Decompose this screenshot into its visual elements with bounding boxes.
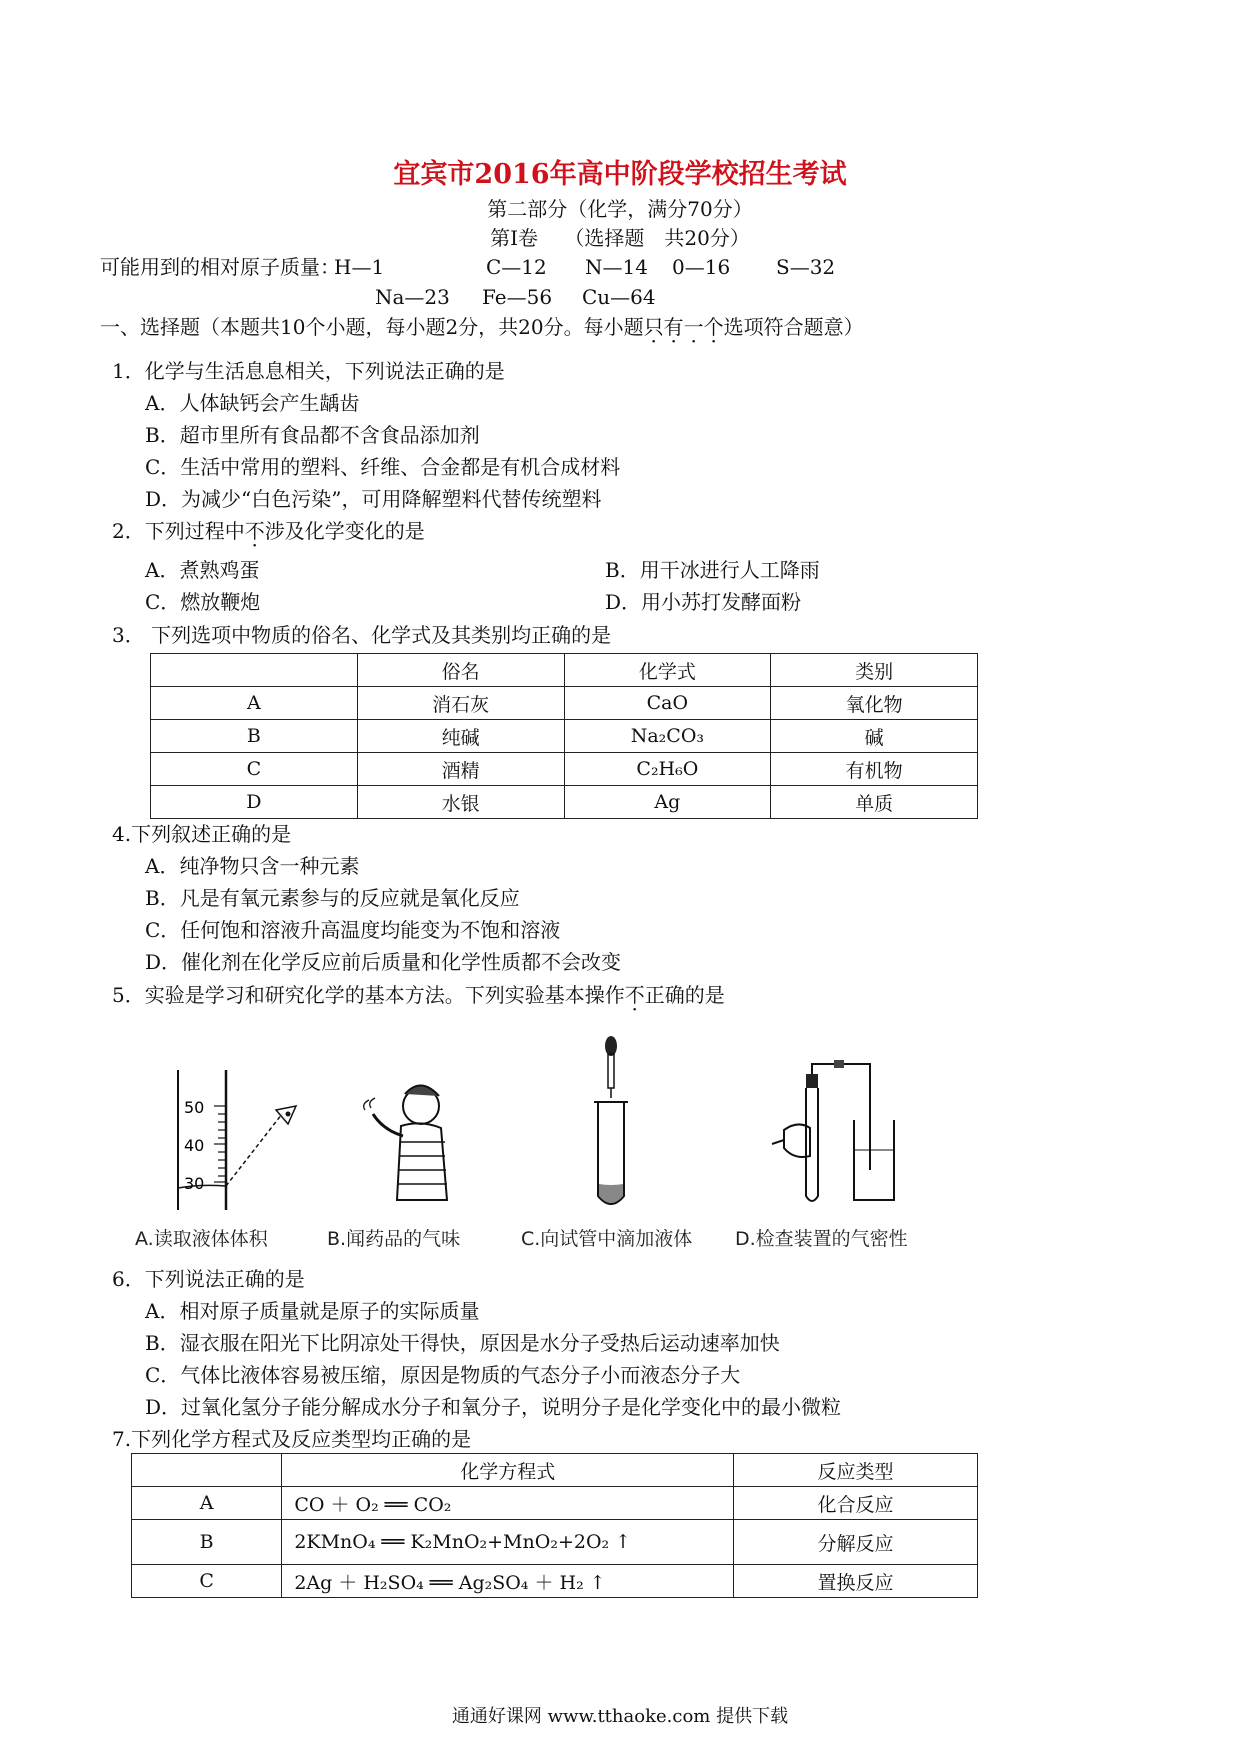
volume-heading: 第Ⅰ卷 （选择题 共20分） [490,226,750,250]
q6-option-a: A．相对原子质量就是原子的实际质量 [145,1299,480,1323]
figure-caption-c: C.向试管中滴加液体 [521,1228,693,1250]
q2-stem: 2．下列过程中不涉及化学变化的是 [112,519,425,543]
atomic-mass-o: 0—16 [672,255,731,279]
measuring-cylinder-figure [170,1070,310,1210]
q2-option-b: B．用干冰进行人工降雨 [605,558,820,582]
q4-option-b: B．凡是有氧元素参与的反应就是氧化反应 [145,886,520,910]
airtightness-check-figure [770,1060,910,1210]
table-row: C 2Ag ＋ H₂SO₄ ══ Ag₂SO₄ ＋ H₂ ↑ 置换反应 [132,1565,978,1598]
q1-option-a: A．人体缺钙会产生龋齿 [145,391,360,415]
q4-option-c: C．任何饱和溶液升高温度均能变为不饱和溶液 [145,918,561,942]
q7-table [131,1453,978,1598]
q6-option-c: C．气体比液体容易被压缩，原因是物质的气态分子小而液态分子大 [145,1363,741,1387]
figure-caption-a: A.读取液体体积 [135,1228,268,1250]
q6-option-b: B．湿衣服在阳光下比阴凉处干得快，原因是水分子受热后运动速率加快 [145,1331,780,1355]
table-row: D 水银 Ag 单质 [151,786,978,819]
atomic-mass-h: H—1 [334,255,385,279]
table-row: C 酒精 C₂H₆O 有机物 [151,753,978,786]
atomic-mass-fe: Fe—56 [482,285,553,309]
atomic-mass-n: N—14 [585,255,648,279]
atomic-mass-s: S—32 [776,255,836,279]
q2-option-a: A．煮熟鸡蛋 [145,558,260,582]
q5-stem: 5．实验是学习和研究化学的基本方法。下列实验基本操作不正确的是 [112,983,725,1007]
dropper-test-tube-figure [586,1036,636,1216]
q1-option-b: B．超市里所有食品都不含食品添加剂 [145,423,480,447]
table-row: A CO ＋ O₂ ══ CO₂ 化合反应 [132,1487,978,1520]
q1-stem: 1．化学与生活息息相关，下列说法正确的是 [112,359,505,383]
cylinder-tick-label: 50 [184,1098,205,1117]
cylinder-tick-label: 30 [184,1174,205,1193]
table-row: B 纯碱 Na₂CO₃ 碱 [151,720,978,753]
section-heading: 一、选择题（本题共10个小题，每小题2分，共20分。每小题只有一个选项符合题意） [100,315,864,339]
figure-caption-d: D.检查装置的气密性 [735,1228,908,1250]
figure-caption-b: B.闻药品的气味 [327,1228,461,1250]
q4-option-a: A．纯净物只含一种元素 [145,854,360,878]
atomic-mass-c: C—12 [486,255,547,279]
q1-option-c: C．生活中常用的塑料、纤维、合金都是有机合成材料 [145,455,621,479]
q1-option-d: D．为减少“白色污染”，可用降解塑料代替传统塑料 [145,487,602,511]
smelling-figure [355,1080,455,1210]
atomic-mass-na: Na—23 [375,285,450,309]
q6-option-d: D．过氧化氢分子能分解成水分子和氧分子，说明分子是化学变化中的最小微粒 [145,1395,842,1419]
page-footer: 通通好课网 www.tthaoke.com 提供下载 [451,1706,789,1727]
q4-stem: 4.下列叙述正确的是 [112,822,292,846]
q6-stem: 6．下列说法正确的是 [112,1267,305,1291]
q3-table [150,653,978,819]
q2-option-c: C．燃放鞭炮 [145,590,261,614]
atomic-mass-label: 可能用到的相对原子质量： [100,255,340,279]
table-row: A 消石灰 CaO 氧化物 [151,687,978,720]
q3-stem: 3． 下列选项中物质的俗名、化学式及其类别均正确的是 [112,623,612,647]
q2-option-d: D．用小苏打发酵面粉 [605,590,802,614]
q7-stem: 7.下列化学方程式及反应类型均正确的是 [112,1427,472,1451]
table-row: 化学方程式 反应类型 [132,1454,978,1487]
cylinder-tick-label: 40 [184,1136,205,1155]
exam-title: 宜宾市2016年高中阶段学校招生考试 [393,159,847,190]
table-row: B 2KMnO₄ ══ K₂MnO₂+MnO₂+2O₂ ↑ 分解反应 [132,1520,978,1565]
table-row: 俗名 化学式 类别 [151,654,978,687]
part-heading: 第二部分（化学，满分70分） [487,197,753,221]
q4-option-d: D．催化剂在化学反应前后质量和化学性质都不会改变 [145,950,622,974]
atomic-mass-cu: Cu—64 [582,285,656,309]
